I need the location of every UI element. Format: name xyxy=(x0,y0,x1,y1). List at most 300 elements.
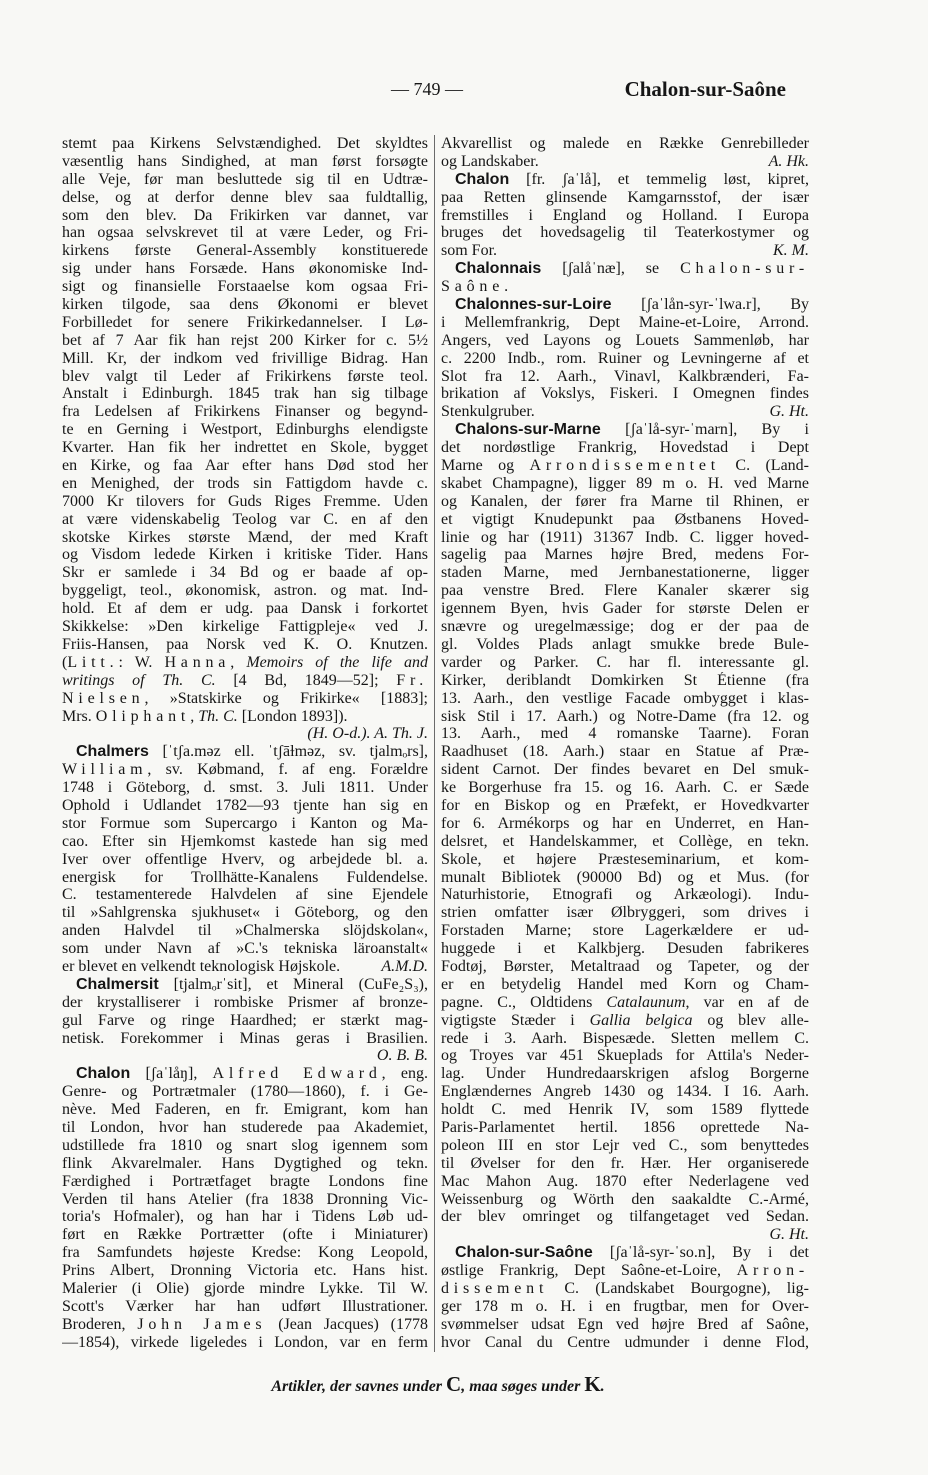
spaced-text: John James xyxy=(137,1315,267,1333)
text-line xyxy=(62,368,428,386)
text-line xyxy=(62,439,428,457)
text-run: et vigtigt Knudepunkt paa Østbanens Hoved- xyxy=(441,510,809,528)
text-run: fra Samfundets højeste Kredse: Kong Leopold, xyxy=(62,1244,428,1262)
text-line xyxy=(441,725,809,743)
text-run: Forstaden Marne; store Lagerkældere er ud- xyxy=(441,922,809,940)
text-run: rede i 3. Aarh. Bispesæde. Sletten mellem C. xyxy=(441,1029,809,1047)
text-run: energisk for Trollhätte-Kanalens Fuldendelse. xyxy=(62,868,428,886)
text-line xyxy=(441,922,809,940)
text-line xyxy=(441,708,809,726)
text-line xyxy=(441,1173,809,1191)
author-signature: G. Ht. xyxy=(769,1226,809,1244)
text-line xyxy=(441,439,809,457)
text-line xyxy=(441,1065,809,1083)
headword: Chalon xyxy=(76,1065,131,1083)
headword: Chalon xyxy=(455,170,510,188)
text-run: sig under hans Forsæde. Hans økonomiske Ind- xyxy=(62,260,428,278)
text-line xyxy=(441,761,809,779)
text-line xyxy=(441,278,809,296)
text-run: [ˈtʃa.məz ell. ˈtʃāɫməz, sv. tjalmₒrs], xyxy=(148,743,428,761)
text-line xyxy=(62,475,428,493)
text-line xyxy=(62,904,428,922)
text-line xyxy=(62,725,428,743)
text-line xyxy=(62,600,428,618)
text-line xyxy=(441,135,809,153)
author-signature: A.M.D. xyxy=(381,957,428,975)
text-run: og Troyes var 451 Skueplads for Attila's Neder- xyxy=(441,1047,809,1065)
text-line xyxy=(441,582,809,600)
text-run: bet af 7 Aar fik han rejst 200 Kirker for c. 5½ xyxy=(62,331,428,349)
text-run: netisk. Forekommer i Minas geras i Brasilien. xyxy=(62,1029,428,1047)
text-line xyxy=(441,1244,809,1262)
text-line xyxy=(62,207,428,225)
text-line xyxy=(62,1047,428,1065)
text-line xyxy=(441,654,809,672)
text-line xyxy=(441,743,809,761)
text-line xyxy=(62,1298,428,1316)
text-run: paa venstre Bred. Flere Kanaler skærer sig xyxy=(441,582,809,600)
spaced-text: Alfred Edward xyxy=(212,1065,382,1083)
text-run: toria's Hofmaler), og han har i Tidens Løb ud- xyxy=(62,1208,428,1226)
text-run: kirken tilgode, saa dens Økonomi er blevet xyxy=(62,296,428,314)
text-line xyxy=(441,350,809,368)
text-line xyxy=(62,958,428,976)
text-run: Englændernes Angreb 1430 og 1434. I 16. Aarh. xyxy=(441,1083,809,1101)
text-run: c. 2200 Indb., rom. Ruiner og Levningerne af et xyxy=(441,349,809,367)
text-run: og Landskaber. xyxy=(441,152,539,170)
text-run: det nordøstlige Frankrig, Hovedstad i Dept xyxy=(441,439,809,457)
text-line xyxy=(62,224,428,242)
text-line xyxy=(441,1012,809,1030)
text-line xyxy=(441,672,809,690)
italic-text: Th. C. xyxy=(198,707,238,725)
text-run: sagelig paa Marnes højre Bred, medens For- xyxy=(441,546,809,564)
text-run: og blev alle- xyxy=(692,1011,809,1029)
text-line xyxy=(441,564,809,582)
text-run: Mac Mahon Aug. 1870 efter Nederlagene ved xyxy=(441,1172,809,1190)
text-run: er en betydelig Handel med Korn og Cham- xyxy=(441,975,809,993)
text-run: pagne. C., Oldtidens xyxy=(441,993,607,1011)
text-run: svømmelser udsat Egn ved højre Bred af Saône, xyxy=(441,1315,809,1333)
text-run: 1748 i Göteborg, d. smst. 3. Juli 1811. Under xyxy=(62,779,428,797)
text-line xyxy=(441,994,809,1012)
text-run: Stenkulgruber. xyxy=(441,403,535,421)
text-run: Prins Albert, Dronning Victoria etc. Hans hist. xyxy=(62,1262,428,1280)
text-run: til »Sahlgrenska sjukhuset« i Göteborg, og den xyxy=(62,904,428,922)
spaced-text: Litt. xyxy=(67,653,119,671)
text-run: poleon III en stor Lejr ved C., som benyttedes xyxy=(441,1136,809,1154)
text-line xyxy=(62,976,428,994)
text-line xyxy=(441,869,809,887)
text-line xyxy=(62,314,428,332)
footer-note xyxy=(0,1372,876,1399)
text-line xyxy=(62,690,428,708)
text-run: Friis-Hansen, paa Norsk ved K. O. Knutzen. xyxy=(62,635,428,653)
text-line xyxy=(62,1012,428,1030)
text-run: bruges det hovedsagelig til Teaterkostymer og xyxy=(441,224,809,242)
text-line xyxy=(441,493,809,511)
text-run: Skr er samlede i 34 Bd og er baade af op- xyxy=(62,564,428,582)
text-run: til Øvelser for den fr. Hær. Her organiserede xyxy=(441,1154,809,1172)
text-run: linie og har (1911) 31367 Indb. C. ligger hoved- xyxy=(441,528,809,546)
spaced-text: Chalon-sur- xyxy=(680,260,809,278)
text-run: Mrs. xyxy=(62,707,96,725)
text-line xyxy=(441,207,809,225)
text-run: , var en af de xyxy=(685,993,809,1011)
text-line xyxy=(62,260,428,278)
text-run: [fr. ʃaˈlå], et temmelig løst, kipret, xyxy=(509,170,809,188)
text-line xyxy=(441,1298,809,1316)
text-run: paa Retten glinsende Kamgarnsstof, der især xyxy=(441,188,809,206)
text-line xyxy=(62,797,428,815)
text-line xyxy=(441,403,809,421)
text-run: hold. Et af dem er udg. paa Dansk i forkortet xyxy=(62,600,428,618)
right-column xyxy=(441,135,809,1352)
text-line xyxy=(62,1280,428,1298)
text-run: igennem Byen, hvis Gader for største Delen er xyxy=(441,600,809,618)
text-run: en Menighed, der trods sin Fattigdom havde c. xyxy=(62,474,428,492)
text-line xyxy=(441,511,809,529)
text-run: at være videnskabelig Teolog var C. en af den xyxy=(62,510,428,528)
text-run: stemt paa Kirkens Selvstændighed. Det skyldtes xyxy=(62,135,428,152)
text-run: væsentlig hans Sindighed, at man først forsøgte xyxy=(62,152,428,170)
text-line xyxy=(62,654,428,672)
text-line xyxy=(62,922,428,940)
text-run: til London, hvor han studerede paa Akademiet, xyxy=(62,1118,428,1136)
text-line xyxy=(441,1119,809,1137)
text-line xyxy=(62,1083,428,1101)
text-line xyxy=(62,1173,428,1191)
spaced-text: Fr. xyxy=(396,671,428,689)
text-line xyxy=(441,690,809,708)
text-line xyxy=(441,618,809,636)
spaced-text: Arrondissementet xyxy=(529,457,721,475)
text-line xyxy=(441,153,809,171)
text-line xyxy=(62,886,428,904)
text-line xyxy=(62,546,428,564)
text-line xyxy=(441,1030,809,1048)
text-run: , eng. xyxy=(381,1065,428,1083)
text-run: Malerier (i Olie) gjorde mindre Lykke. Til W. xyxy=(62,1280,428,1297)
text-run: Skole, et højere Præsteseminarium, et kom- xyxy=(441,850,809,868)
text-run: gl. Voldes Plads anlagt smukke brede Bule- xyxy=(441,635,809,653)
text-run: nève. Med Faderen, en fr. Emigrant, kom han xyxy=(62,1101,428,1119)
text-run: Weissenburg og Wörth den saakaldte C.-Armé, xyxy=(441,1190,809,1208)
text-run: , maa søges under xyxy=(461,1378,585,1395)
text-run: [ʃalåˈnæ], se xyxy=(541,260,681,278)
text-run: for 6. Armékorps og har en Underret, en Han- xyxy=(441,814,809,832)
text-run: udstillede fra 1810 og snart slog igennem som xyxy=(62,1136,428,1154)
text-run: Paris-Parlamentet hertil. 1856 oprettede Na- xyxy=(441,1118,809,1136)
text-run: ger 178 m o. H. i en frugtbar, men for Over- xyxy=(441,1297,809,1315)
text-line xyxy=(441,1191,809,1209)
text-line xyxy=(62,421,428,439)
text-run: Slot fra 12. Aarh., Vinavl, Kalkbrænderi, Fa- xyxy=(441,367,809,385)
text-line xyxy=(441,385,809,403)
text-run: Scott's Værker har han udført Illustrationer. xyxy=(62,1297,428,1315)
text-line xyxy=(62,1191,428,1209)
text-line xyxy=(441,1137,809,1155)
text-run: te en Gerning i Westport, Edinburghs elendigste xyxy=(62,421,428,439)
italic-text: Memoirs of the life and xyxy=(246,653,428,671)
text-run: kirkens første General-Assembly konstituerede xyxy=(62,242,428,260)
text-run: for en Biskop og en Præfekt, er Hovedkvarter xyxy=(441,796,809,814)
text-line xyxy=(62,1316,428,1334)
text-line xyxy=(62,779,428,797)
text-run: Verden til hans Atelier (fra 1838 Dronning Vic- xyxy=(62,1190,428,1208)
text-run: 13. Aarh., den vestlige Facade ombygget i klas- xyxy=(441,689,809,707)
headword: Chalons-sur-Marne xyxy=(455,421,601,439)
text-run: i Mellemfrankrig, Dept Maine-et-Loire, Arrond. xyxy=(441,313,809,331)
text-line xyxy=(62,1101,428,1119)
text-run: ( xyxy=(62,653,68,671)
text-run: —1854), virkede ligeledes i London, var en ferm xyxy=(62,1333,428,1351)
column-rule xyxy=(434,135,435,1352)
text-line xyxy=(62,493,428,511)
text-line xyxy=(441,1280,809,1298)
text-run: Skikkelse: »Den kirkelige Fattigpleje« ved J. xyxy=(62,618,428,636)
italic-text: Gallia belgica xyxy=(589,1011,693,1029)
text-line xyxy=(441,976,809,994)
text-line xyxy=(62,743,428,761)
text-run: Naturhistorie, Etnografi og Arkæologi). Indu- xyxy=(441,886,809,904)
text-line xyxy=(62,403,428,421)
text-line xyxy=(62,171,428,189)
text-line xyxy=(62,940,428,958)
text-line xyxy=(441,421,809,439)
text-run: skabet Champagne), ligger 89 m o. H. ved Marne xyxy=(441,474,809,492)
text-run: C. (Land- xyxy=(720,457,809,475)
text-run: Angers, ved Layons og Louets Sammenløb, har xyxy=(441,331,809,349)
text-run: munalt Bibliotek (90000 Bd) og et Mus. (for xyxy=(441,868,809,886)
text-run: en Kirke, og faa Aar efter hans Død stod her xyxy=(62,457,428,475)
text-run: og Visdom ledede Kirken i kritiske Tider. Hans xyxy=(62,546,428,564)
text-run: Færdighed i Portrætfaget bragte Londons fine xyxy=(62,1172,428,1190)
text-line xyxy=(62,332,428,350)
text-run: Mill. Kr, der indkom ved frivillige Bidrag. Han xyxy=(62,349,428,367)
spaced-text: Nielsen xyxy=(62,689,145,707)
text-run: . xyxy=(600,1378,605,1395)
text-line xyxy=(441,600,809,618)
text-run: 13. Aarh., med 4 romanske Taarne). Foran xyxy=(441,725,809,743)
text-line xyxy=(441,368,809,386)
text-line xyxy=(62,1119,428,1137)
text-run: strien omfatter især Ølbryggeri, som drives i xyxy=(441,904,809,922)
text-line xyxy=(62,994,428,1012)
text-run: [tjalmₒrˈsit], et Mineral (CuFe₂S₃), xyxy=(158,975,428,993)
text-run: vigtigste Stæder i xyxy=(441,1011,590,1029)
text-run: sident Carnot. Der findes bevaret en Del smuk- xyxy=(441,761,809,779)
text-line xyxy=(62,278,428,296)
text-line xyxy=(62,708,428,726)
text-run: 7000 Kr tilovers for Guds Riges Fremme. Uden xyxy=(62,492,428,510)
text-run: , xyxy=(190,707,199,725)
text-line xyxy=(441,475,809,493)
text-line xyxy=(441,457,809,475)
text-run: brikation af Vokslys, Fiskeri. I Omegnen findes xyxy=(441,385,809,403)
text-run: fra Ledelsen af Frikirkens Finanser og begynd- xyxy=(62,403,428,421)
author-signature: K. M. xyxy=(773,242,809,260)
text-line xyxy=(441,546,809,564)
text-run: stor Formue som Supercargo i Kanton og Ma- xyxy=(62,814,428,832)
text-run: Raadhuset (18. Aarh.) staar en Statue af Præ- xyxy=(441,743,809,761)
text-line xyxy=(62,1244,428,1262)
text-line xyxy=(62,296,428,314)
text-line xyxy=(62,1226,428,1244)
text-run: og Kanalen, der fører fra Marne til Rhinen, er xyxy=(441,492,809,510)
text-run: : W. xyxy=(118,653,165,671)
text-run: der krystalliserer i rombiske Prismer af bronze- xyxy=(62,993,428,1011)
text-line xyxy=(62,672,428,690)
text-line xyxy=(62,815,428,833)
text-run: Iver over offentlige Hverv, og arbejdede bl. a. xyxy=(62,850,428,868)
author-signature: (H. O-d.). A. Th. J. xyxy=(307,725,428,743)
author-signature: G. Ht. xyxy=(769,403,809,421)
text-run: huggede i et Kalkbjerg. Desuden fabrikeres xyxy=(441,940,809,958)
text-line xyxy=(441,797,809,815)
text-run: Fodtøj, Børster, Metaltraad og Tapeter, og der xyxy=(441,957,809,975)
text-line xyxy=(441,224,809,242)
headword: Chalmers xyxy=(76,743,149,761)
text-line xyxy=(62,1208,428,1226)
text-line xyxy=(441,940,809,958)
text-line xyxy=(441,1208,809,1226)
text-run: lag. Under Hundredaarskrigen afslog Borgerne xyxy=(441,1065,809,1083)
left-column xyxy=(62,135,428,1352)
text-line xyxy=(441,1316,809,1334)
text-line xyxy=(62,189,428,207)
text-run: C. testamenterede Halvdelen af sine Ejendele xyxy=(62,886,428,904)
text-run: , xyxy=(230,653,247,671)
text-line xyxy=(62,869,428,887)
spaced-text: Arron- xyxy=(736,1262,809,1280)
text-run: , sv. Købmand, f. af eng. Forældre xyxy=(147,761,428,779)
text-run: der blev omringet og tilfangetaget ved Sedan. xyxy=(441,1208,809,1226)
text-run: blev valgt til Leder af Frikirkens første teol. xyxy=(62,367,428,385)
text-line xyxy=(62,1262,428,1280)
text-run: byggeligt, teol., økonomisk, astron. og mat. Ind- xyxy=(62,582,428,600)
text-run: C. (Landskabet Bourgogne), lig- xyxy=(548,1280,809,1297)
text-run: Forbilledet for senere Frikirkedannelser. I Lø- xyxy=(62,313,428,331)
text-line xyxy=(62,135,428,153)
text-run: anden Halvdel til »Chalmerska slöjdskolan«, xyxy=(62,922,428,940)
text-line xyxy=(62,457,428,475)
text-line xyxy=(441,1047,809,1065)
text-run: Marne og xyxy=(441,457,530,475)
text-run: delsret, et Handelskammer, et Collège, en tekn. xyxy=(441,832,809,850)
running-head: Chalon-sur-Saône xyxy=(624,77,786,101)
text-line xyxy=(441,833,809,851)
text-run: ke Borgerhuse fra 15. og 16. Aarh. C. er Sæde xyxy=(441,779,809,797)
text-line xyxy=(441,851,809,869)
text-line xyxy=(441,1155,809,1173)
text-line xyxy=(62,636,428,654)
text-line xyxy=(441,242,809,260)
text-line xyxy=(441,1262,809,1280)
text-run: ført en Række Portrætter (ofte i Miniaturer) xyxy=(62,1226,428,1244)
text-run: Broderen, xyxy=(62,1315,138,1333)
text-run: staden Marne, med Jernbanestationerne, ligger xyxy=(441,564,809,582)
text-run: hvor Canal du Centre udmunder i denne Flod, xyxy=(441,1333,809,1351)
text-run: han ogsaa selvskrevet til at være Leder, og Fri- xyxy=(62,224,428,242)
author-signature: A. Hk. xyxy=(768,152,809,170)
text-run: sigt og finansielle Forstaaelse kom ogsaa Fri- xyxy=(62,278,428,296)
author-signature: O. B. B. xyxy=(376,1047,428,1065)
text-run: [ʃaˈlåŋ], xyxy=(130,1065,213,1083)
text-run: [London 1893]). xyxy=(237,707,348,725)
text-run: [4 Bd, 1849—52]; xyxy=(215,671,397,689)
text-run: Ophold i Udlandet 1782—93 tjente han sig en xyxy=(62,796,428,814)
text-line xyxy=(441,529,809,547)
page-number: — 749 — xyxy=(391,79,463,99)
text-line xyxy=(441,332,809,350)
text-run: som For. xyxy=(441,242,498,260)
text-run: som under Navn af »C.'s tekniska läroanstalt« xyxy=(62,940,428,958)
text-line xyxy=(62,153,428,171)
text-line xyxy=(441,904,809,922)
text-line xyxy=(62,1137,428,1155)
text-line xyxy=(441,1334,809,1352)
italic-text: Catalaunum xyxy=(606,993,686,1011)
text-line xyxy=(62,851,428,869)
text-line xyxy=(441,886,809,904)
text-run: østlige Frankrig, Dept Saône-et-Loire, xyxy=(441,1262,737,1280)
text-line xyxy=(441,296,809,314)
headword: Chalonnais xyxy=(455,260,542,278)
text-run: gul Farve og ringe Haardhed; er stærkt mag- xyxy=(62,1011,428,1029)
text-line xyxy=(441,1226,809,1244)
text-run: delse, og at derfor denne blev saa fuldtallig, xyxy=(62,188,428,206)
text-line xyxy=(62,618,428,636)
text-run: fremstilles i England og Holland. I Europa xyxy=(441,206,809,224)
text-run: Kirker, deriblandt Domkirken St Étienne (fra xyxy=(441,671,809,689)
text-line xyxy=(62,1334,428,1352)
spaced-text: Oliphant xyxy=(95,707,191,725)
text-line xyxy=(62,350,428,368)
text-run: [ʃaˈlå-syr-ˈso.n], By i det xyxy=(592,1244,809,1262)
text-run: (Jean Jacques) (1778 xyxy=(266,1315,428,1333)
headword: Chalmersit xyxy=(76,975,159,993)
headword: Chalonnes-sur-Loire xyxy=(455,296,612,314)
text-run: skotske Kirkes største Mænd, der med Kraft xyxy=(62,528,428,546)
text-line xyxy=(62,761,428,779)
spaced-text: Saône. xyxy=(441,278,513,296)
spaced-text: William xyxy=(62,761,148,779)
spaced-text: Hanna xyxy=(164,653,231,671)
text-run: Anstalt i Edinburgh. 1845 trak han sig tilbage xyxy=(62,385,428,403)
text-line xyxy=(441,779,809,797)
text-line xyxy=(441,314,809,332)
emphasis-letter: K xyxy=(584,1372,601,1396)
text-line xyxy=(62,833,428,851)
text-line xyxy=(441,1101,809,1119)
text-run: Genre- og Portrætmaler (1780—1860), f. i Ge- xyxy=(62,1083,428,1101)
text-run: Artikler, der savnes under xyxy=(271,1378,447,1395)
text-run: alle Veje, før man besluttede sig til en Udtræ- xyxy=(62,170,428,188)
text-run: er blevet en velkendt teknologisk Højskole. xyxy=(62,957,341,975)
text-run: [ʃaˈlån-syr-ˈlwa.r], By xyxy=(611,296,809,314)
text-run: holdt C. med Henrik IV, som 1589 flyttede xyxy=(441,1101,809,1119)
text-run: , »Statskirke og Frikirke« [1883]; xyxy=(144,689,428,707)
text-run: varder og Parker. C. har fl. interessante gl. xyxy=(441,653,809,671)
text-run: flink Akvarelmaler. Hans Dygtighed og tekn. xyxy=(62,1154,428,1172)
text-run: som den blev. Da Frikirken var dannet, var xyxy=(62,206,428,224)
text-line xyxy=(62,1065,428,1083)
text-line xyxy=(62,385,428,403)
text-run: cao. Efter sin Hjemkomst kastede han sig med xyxy=(62,832,428,850)
text-line xyxy=(62,511,428,529)
text-run: Akvarellist og malede en Række Genrebilleder xyxy=(441,135,809,152)
